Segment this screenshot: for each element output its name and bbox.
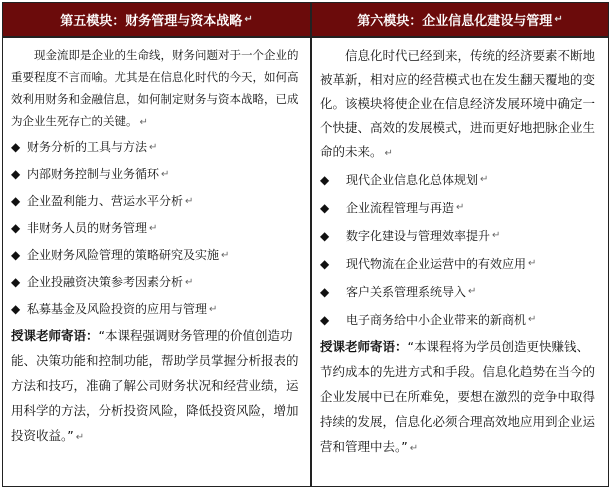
bullet-text: 数字化建设与管理效率提升 xyxy=(346,229,491,243)
right-bullet-item xyxy=(320,278,600,306)
paragraph-mark-icon: ↵ xyxy=(139,117,148,128)
bullet-text: 企业流程管理与再造 xyxy=(346,201,455,215)
bullet-text: 现代企业信息化总体规划 xyxy=(346,173,479,187)
diamond-bullet-icon: ◆ xyxy=(320,229,330,243)
paragraph-mark-icon: ↵ xyxy=(384,148,393,159)
paragraph-mark-icon: ↵ xyxy=(161,169,170,180)
left-bullet-item xyxy=(11,269,302,296)
right-bullet-item xyxy=(320,222,600,250)
right-bullet-item xyxy=(320,306,600,334)
bullet-text: 非财务人员的财务管理 xyxy=(27,221,148,235)
bullet-text: 客户关系管理系统导入 xyxy=(346,285,467,299)
diamond-bullet-icon: ◆ xyxy=(11,302,21,316)
paragraph-mark-icon: ↵ xyxy=(244,14,253,25)
bullet-text: 内部财务控制与业务循环 xyxy=(27,167,160,181)
bullet-text: 企业财务风险管理的策略研究及实施 xyxy=(27,248,220,262)
bullet-text: 现代物流在企业运营中的有效应用 xyxy=(346,257,527,271)
bullet-text: 企业投融资决策参考因素分析 xyxy=(27,275,184,289)
paragraph-mark-icon: ↵ xyxy=(185,196,194,207)
paragraph-mark-icon: ↵ xyxy=(480,174,489,185)
quote-text: “本课程将为学员创造更快赚钱、节约成本的先进方式和手段。信息化趋势在当今的企业发展中已在所难免，要想在激烈的竞争中取得持续的发展，信息化必须合理高效地应用到企业运营和管理中去。” xyxy=(320,339,596,454)
paragraph-mark-icon: ↵ xyxy=(468,286,477,297)
left-bullet-item xyxy=(11,188,302,215)
paragraph-mark-icon: ↵ xyxy=(221,250,230,261)
diamond-bullet-icon: ◆ xyxy=(320,173,330,187)
paragraph-mark-icon: ↵ xyxy=(409,443,419,454)
left-bullet-item xyxy=(11,161,302,188)
diamond-bullet-icon: ◆ xyxy=(11,167,21,181)
right-bullet-item xyxy=(320,166,600,194)
left-bullet-item xyxy=(11,134,302,161)
diamond-bullet-icon: ◆ xyxy=(320,313,330,327)
diamond-bullet-icon: ◆ xyxy=(320,257,330,271)
bullet-text: 企业盈利能力、营运水平分析 xyxy=(27,194,184,208)
module-five-title xyxy=(3,3,310,38)
module-six-title-text: 第六模块：企业信息化建设与管理 xyxy=(357,14,553,29)
diamond-bullet-icon: ◆ xyxy=(11,248,21,262)
left-bullet-item xyxy=(11,215,302,242)
paragraph-mark-icon: ↵ xyxy=(75,432,85,443)
module-table xyxy=(2,2,609,487)
diamond-bullet-icon: ◆ xyxy=(11,140,21,154)
left-bullet-item xyxy=(11,242,302,269)
paragraph-mark-icon: ↵ xyxy=(554,14,563,25)
module-six-title xyxy=(312,3,608,38)
right-bullet-item xyxy=(320,250,600,278)
module-six-quote xyxy=(320,334,600,461)
diamond-bullet-icon: ◆ xyxy=(11,221,21,235)
diamond-bullet-icon: ◆ xyxy=(320,285,330,299)
module-five-title-text: 第五模块：财务管理与资本战略 xyxy=(60,14,243,29)
quote-label: 授课老师寄语： xyxy=(320,339,408,354)
module-six-intro: 信息化时代已经到来，传统的经济要素不断地被革新，相对应的经营模式也在发生翻天覆地的变化。该模块将使企业在信息经济发展环境中确定一个快捷、高效的发展模式，进而更好地把脉企业生命的未来。 ↵ xyxy=(320,48,596,159)
right-bullet-item xyxy=(320,194,600,222)
paragraph-mark-icon: ↵ xyxy=(492,230,501,241)
paragraph-mark-icon: ↵ xyxy=(185,277,194,288)
paragraph-mark-icon: ↵ xyxy=(149,223,158,234)
bullet-text: 财务分析的工具与方法 xyxy=(27,140,148,154)
paragraph-mark-icon: ↵ xyxy=(456,202,465,213)
paragraph-mark-icon: ↵ xyxy=(528,258,537,269)
module-five-quote xyxy=(11,323,302,450)
paragraph-mark-icon: ↵ xyxy=(209,304,218,315)
paragraph-mark-icon: ↵ xyxy=(149,142,158,153)
diamond-bullet-icon: ◆ xyxy=(11,275,21,289)
bullet-text: 电子商务给中小企业带来的新商机 xyxy=(346,313,527,327)
quote-text: “本课程强调财务管理的价值创造功能、决策功能和控制功能，帮助学员掌握分析报表的方法和技巧，准确了解公司财务状况和经营业绩，运用科学的方法，分析投资风险，降低投资风险，增加投资收益。” xyxy=(11,328,299,443)
module-six-column xyxy=(312,3,608,486)
module-five-intro: 现金流即是企业的生命线，财务问题对于一个企业的重要程度不言而喻。尤其是在信息化时代的今天，如何高效利用财务和金融信息，如何制定财务与资本战略，已成为企业生死存亡的关键。 ↵ xyxy=(11,48,299,128)
bullet-text: 私募基金及风险投资的应用与管理 xyxy=(27,302,208,316)
module-five-column xyxy=(3,3,312,486)
left-bullet-item xyxy=(11,296,302,323)
diamond-bullet-icon: ◆ xyxy=(11,194,21,208)
paragraph-mark-icon: ↵ xyxy=(528,314,537,325)
quote-label: 授课老师寄语： xyxy=(11,328,99,343)
diamond-bullet-icon: ◆ xyxy=(320,201,330,215)
